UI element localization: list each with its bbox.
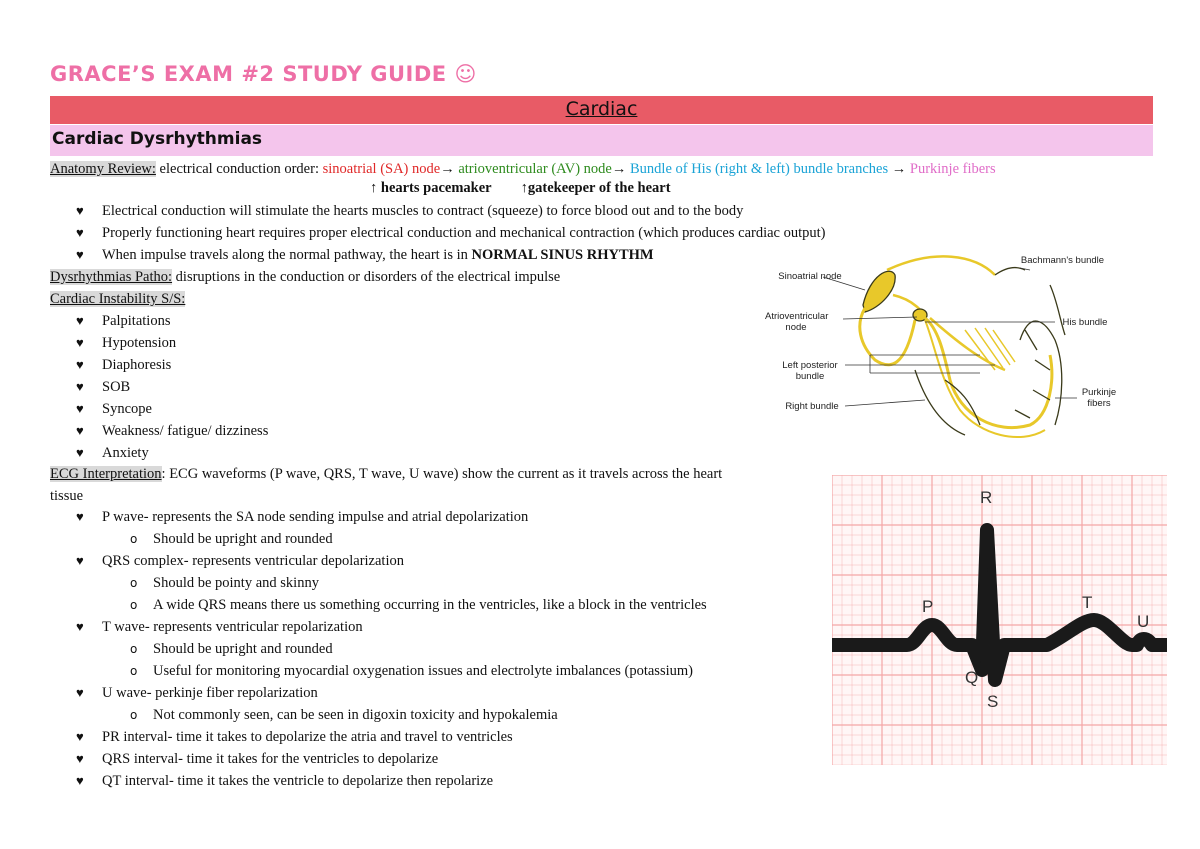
- conduction-diagram-svg: [765, 250, 1130, 465]
- q-wave-label: Q: [965, 668, 979, 687]
- sub-list-item: Should be upright and rounded: [153, 531, 333, 547]
- list-item: Anxiety: [102, 445, 149, 461]
- sub-list-item: Not commonly seen, can be seen in digoxin toxicity and hypokalemia: [153, 707, 558, 723]
- av-node-text: atrioventricular (AV) node: [458, 161, 612, 177]
- p-wave-label: P: [922, 597, 934, 616]
- r-wave-label: R: [980, 488, 993, 507]
- sub-list-item: A wide QRS means there us something occurring in the ventricles, like a block in the ventricles: [153, 597, 707, 613]
- heart-bullet-icon: ♥: [76, 203, 84, 218]
- heart-bullet-icon: ♥: [76, 553, 84, 568]
- ecg-interpretation-continued: tissue: [50, 488, 84, 504]
- instability-heading: [50, 289, 185, 309]
- his-bundle-label: His bundle: [1062, 317, 1108, 328]
- right-bundle-label: Right bundle: [785, 401, 839, 412]
- heart-outline: [860, 256, 1065, 437]
- s-wave-label: S: [987, 692, 999, 711]
- purkinje-label: Purkinje fibers: [1081, 387, 1117, 409]
- heart-bullet-icon: ♥: [76, 357, 84, 372]
- anatomy-review-line: Anatomy Review: electrical conduction order: sinoatrial (SA) node→ atrioventricular (AV) node→ Bundle of His (right & left) bundle branches → Purkinje fibers: [50, 161, 996, 177]
- list-item: QRS interval- time it takes for the ventricles to depolarize: [102, 751, 439, 767]
- ecg-waveform: [832, 475, 1167, 765]
- list-item: QRS complex- represents ventricular depolarization: [102, 553, 404, 569]
- left-posterior-label: Left posterior bundle: [782, 360, 838, 382]
- ecg-waveform-svg: [832, 475, 1167, 765]
- ecg-list: [0, 507, 820, 797]
- circle-bullet-icon: o: [130, 642, 138, 656]
- list-item: U wave- perkinje fiber repolarization: [102, 685, 318, 701]
- sinoatrial-label: Sinoatrial node: [778, 271, 842, 282]
- list-item: QT interval- time it takes the ventricle to depolarize then repolarize: [102, 773, 494, 789]
- circle-bullet-icon: o: [130, 576, 138, 590]
- conduction-bullets: [0, 201, 826, 271]
- section-title: Cardiac: [565, 98, 638, 120]
- list-item: Diaphoresis: [102, 357, 172, 373]
- heart-bullet-icon: ♥: [76, 619, 84, 634]
- pacemaker-note: ↑ hearts pacemaker: [370, 180, 492, 196]
- heart-bullet-icon: ♥: [76, 509, 84, 524]
- heart-bullet-icon: ♥: [76, 225, 84, 240]
- heart-bullet-icon: ♥: [76, 751, 84, 766]
- ecg-interpretation-line: ECG Interpretation: ECG waveforms (P wave, QRS, T wave, U wave) show the current as it travels across the heart: [50, 466, 723, 482]
- list-item: Weakness/ fatigue/ dizziness: [102, 423, 269, 439]
- heart-bullet-icon: ♥: [76, 445, 84, 460]
- pacemaker-notes: [370, 180, 671, 197]
- list-item: Properly functioning heart requires proper electrical conduction and mechanical contraction (which produces cardiac output): [102, 225, 826, 241]
- sa-node-shape: [863, 271, 895, 312]
- patho-label: Dysrhythmias Patho:: [50, 269, 173, 285]
- circle-bullet-icon: o: [130, 598, 138, 612]
- section-header: [50, 96, 1153, 124]
- list-item: When impulse travels along the normal pathway, the heart is in NORMAL SINUS RHYTHM: [102, 247, 654, 263]
- list-item: P wave- represents the SA node sending impulse and atrial depolarization: [102, 509, 529, 525]
- heart-bullet-icon: ♥: [76, 247, 84, 262]
- circle-bullet-icon: o: [130, 664, 138, 678]
- heart-bullet-icon: ♥: [76, 335, 84, 350]
- list-item: Syncope: [102, 401, 152, 417]
- sub-list-item: Should be upright and rounded: [153, 641, 333, 657]
- list-item: PR interval- time it takes to depolarize the atria and travel to ventricles: [102, 729, 513, 745]
- instability-label: Cardiac Instability S/S:: [50, 291, 186, 307]
- bundle-his-text: Bundle of His (right & left) bundle branches: [630, 161, 889, 177]
- sub-list-item: Should be pointy and skinny: [153, 575, 319, 591]
- list-item: Hypotension: [102, 335, 177, 351]
- heart-bullet-icon: ♥: [76, 685, 84, 700]
- heart-bullet-icon: ♥: [76, 313, 84, 328]
- heart-bullet-icon: ♥: [76, 773, 84, 788]
- list-item: Electrical conduction will stimulate the hearts muscles to contract (squeeze) to force blood out and to the body: [102, 203, 744, 219]
- sa-node-text: sinoatrial (SA) node: [322, 161, 441, 177]
- u-wave-label: U: [1137, 612, 1150, 631]
- subsection-title: Cardiac Dysrhythmias: [52, 129, 263, 149]
- ecg-label: ECG Interpretation: [50, 466, 162, 482]
- heart-bullet-icon: ♥: [76, 729, 84, 744]
- list-item: Palpitations: [102, 313, 171, 329]
- list-item: T wave- represents ventricular repolarization: [102, 619, 363, 635]
- t-wave-label: T: [1082, 593, 1093, 612]
- av-node-label: Atrioventricular node: [765, 311, 829, 333]
- list-item: SOB: [102, 379, 131, 395]
- heart-bullet-icon: ♥: [76, 379, 84, 394]
- patho-line: Dysrhythmias Patho: disruptions in the conduction or disorders of the electrical impulse: [50, 269, 561, 285]
- anatomy-review-label: Anatomy Review:: [50, 161, 156, 177]
- subsection-header: [50, 125, 1153, 156]
- heart-bullet-icon: ♥: [76, 401, 84, 416]
- gatekeeper-note: ↑gatekeeper of the heart: [520, 180, 671, 196]
- instability-list: [0, 311, 600, 461]
- sub-list-item: Useful for monitoring myocardial oxygenation issues and electrolyte imbalances (potassium): [153, 663, 693, 679]
- heart-bullet-icon: ♥: [76, 423, 84, 438]
- nsr-bold: NORMAL SINUS RHYTHM: [471, 247, 654, 263]
- conduction-diagram: [765, 250, 1130, 465]
- purkinje-text: Purkinje fibers: [909, 161, 996, 177]
- bachmann-label: Bachmann's bundle: [1020, 255, 1105, 266]
- circle-bullet-icon: o: [130, 708, 138, 722]
- page-title: GRACE’S EXAM #2 STUDY GUIDE ☺: [50, 62, 477, 86]
- circle-bullet-icon: o: [130, 532, 138, 546]
